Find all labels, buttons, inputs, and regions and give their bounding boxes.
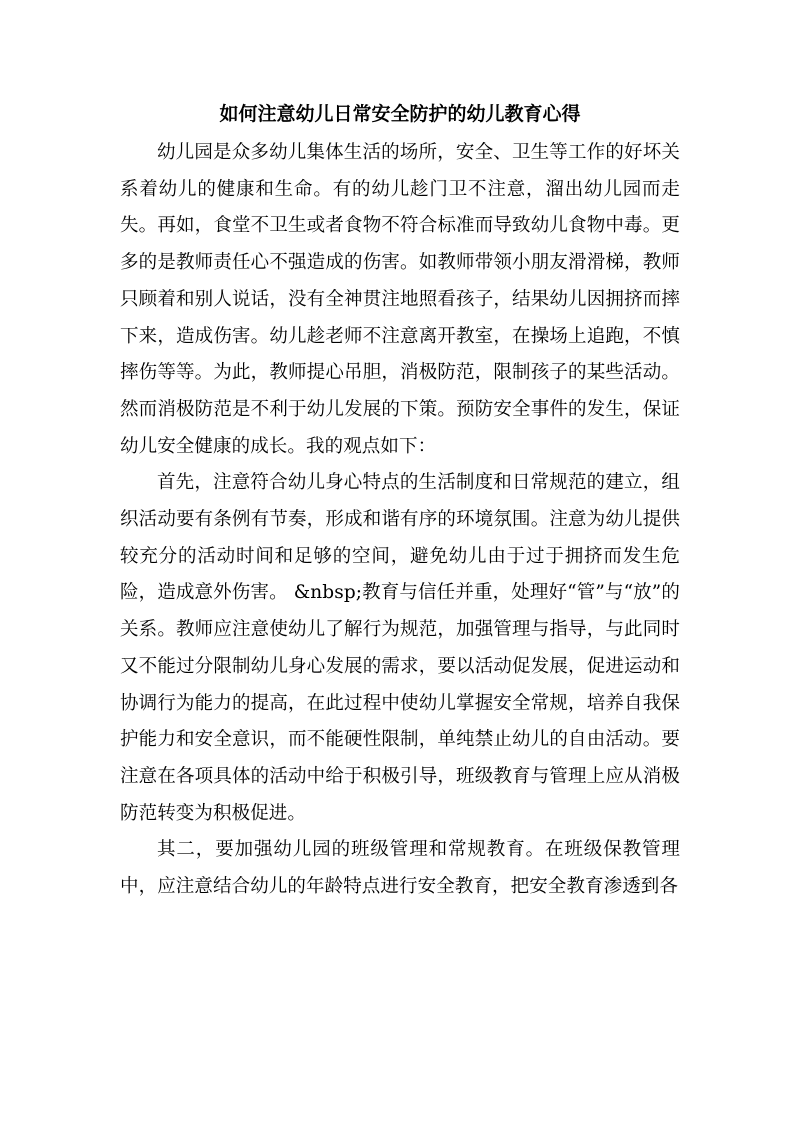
paragraph-intro: 幼儿园是众多幼儿集体生活的场所，安全、卫生等工作的好坏关系着幼儿的健康和生命。有的幼儿趁门卫不注意，溜出幼儿园而走失。再如，食堂不卫生或者食物不符合标准而导致幼儿食物中毒。更多的是教师责任心不强造成的伤害。如教师带领小朋友滑滑梯，教师只顾着和别人说话，没有全神贯注地照看孩子，结果幼儿因拥挤而摔下来，造成伤害。幼儿趁老师不注意离开教室，在操场上追跑，不慎摔伤等等。为此，教师提心吊胆，消极防范，限制孩子的某些活动。然而消极防范是不利于幼儿发展的下策。预防安全事件的发生，保证幼儿安全健康的成长。我的观点如下：	[120, 142, 680, 457]
paragraph-first-point: 首先，注意符合幼儿身心特点的生活制度和日常规范的建立，组织活动要有条例有节奏，形成和谐有序的环境氛围。注意为幼儿提供较充分的活动时间和足够的空间，避免幼儿由于过于拥挤而发生危险，造成意外伤害。 &nbsp;教育与信任并重，处理好“管”与“放”的关系。教师应注意使幼儿了解行为规范，加强管理与指导，与此同时又不能过分限制幼儿身心发展的需求，要以活动促发展，促进运动和协调行为能力的提高，在此过程中使幼儿掌握安全常规，培养自我保护能力和安全意识，而不能硬性限制，单纯禁止幼儿的自由活动。要注意在各项具体的活动中给于积极引导，班级教育与管理上应从消极防范转变为积极促进。	[120, 472, 680, 824]
document-title: 如何注意幼儿日常安全防护的幼儿教育心得	[219, 103, 581, 125]
paragraph-second-point: 其二，要加强幼儿园的班级管理和常规教育。在班级保教管理中，应注意结合幼儿的年龄特点进行安全教育，把安全教育渗透到各	[120, 839, 680, 898]
document-page	[120, 100, 680, 906]
